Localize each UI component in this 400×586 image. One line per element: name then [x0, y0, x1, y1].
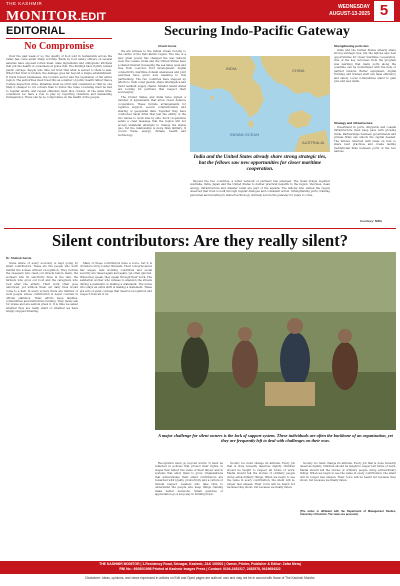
workers-photo-graphic — [155, 252, 396, 430]
logo-section: .EDIT — [77, 10, 106, 23]
newspaper-logo — [6, 2, 106, 24]
second-col-4-text: Society too must change its attitude. Every job that is done honestly deserves dignity. Children should be taught to respect all forms of work. Media should tell the stories of ordinary people doing extraordinary things. When we begin to see the value in every contribution, the silent will no longer feel unseen. Their voice will be heard not because they shout, but because we finally listen. — [227, 462, 295, 490]
second-col-2-text: Many of these contributors have a voice, but it is drowned out by louder interests. Their concerns about fair wages, safe working conditions and social security are raised again and again, yet often ignored. When they speak, they speak through their work. The sanitation worker who refuses to abandon the streets during a pandemic is making a statement. The nurse who stays an extra shift is making a statement. These are acts of quiet courage that deserve recognition and respect from all of us. — [80, 262, 152, 297]
svg-text:INDIA: INDIA — [226, 66, 237, 71]
main-headline: Securing Indo-Pacific Gateway — [164, 24, 350, 39]
main-col-3-text: Beyond the two countries, a wider network of partners has emerged. The Quad brings together Australia, India, Japan and the United States to deliver practical benefits to the region. Vaccines, clean energy, infrastructure and disaster relief are part of the agenda. The fellows who visited the region observed that trust is built through regular dialogue and consistent action. Strengthening ports, training personnel and investing in shared technology will help secure the gateway for years to come. — [190, 180, 330, 197]
logo-top-text: THE KASHMIR — [6, 1, 43, 6]
second-byline: Dr. Shabab Samia — [6, 256, 32, 260]
main-byline: Chanti Hema — [158, 44, 177, 48]
main-subhead-1: Strengthening ports ties — [334, 44, 369, 48]
map-image — [190, 56, 330, 152]
issue-date — [329, 4, 370, 18]
footer-publisher: THE KASHMIR MONITOR | 1-Residency Road, Srinagar, Kashmir, J&K 190001 | Owner, Printer, Publisher & Editor: Zafar Meraj — [99, 562, 301, 566]
issue-date-text: AUGUST-13-2025 — [329, 11, 370, 17]
main-col-4a-text: India and the United States already share strong strategic ties, but the fellows saw new opportunities for closer maritime cooperation. One of the key outcomes from the program was learning that many ports along the coastline can be modernised with the help of partner nations. Better equipment, digital tracking and trained staff can raise efficiency and safety. Local communities stand to gain jobs and new skills. — [334, 49, 396, 84]
workers-photo — [155, 252, 396, 430]
main-col-1 — [118, 50, 186, 225]
editorial-title: No Compromise — [24, 41, 94, 52]
footer — [0, 561, 400, 574]
second-col-5-text: Society too must change its attitude. Every job that is done honestly deserves dignity. Children should be taught to respect all forms of work. Media should tell the stories of ordinary people doing extraordinary things. When we begin to see the value in every contribution, the silent will no longer feel unseen. Their voice will be heard not because they shout, but because we finally listen. — [300, 462, 396, 483]
main-col-4a — [334, 49, 396, 119]
main-col-4b-text: Investment in ports, shipyards and coastal infrastructure must keep pace with growing trade. Partnerships between governments and private firms can unlock the capital needed. The fellows returned with ideas on how to share best practices and create lasting institutional links between ports of the two nations. — [334, 126, 396, 154]
second-col-5 — [300, 462, 396, 508]
editorial-paragraph: Over the past week or so, the quality of food sold in restaurants across the valley has come under sharp scrutiny. Raids by food safety officers on several eateries have exposed rotten meat, stale ingredients and unhygienic kitchens that put the health of consumers at grave risk. The findings have rightly caused public outrage. People who dine out trust that what is served to them is safe. When that trust is broken, the damage goes far beyond a single establishment. It hurts honest businesses, the tourism sector and the reputation of the entire region. The authorities must treat this as a matter of public health rather than a routine inspection drive. Penalties must be strict and consistent so that no one finds it cheaper to cut corners than to follow the rules. Licensing must be tied to regular audits, and repeat offenders must face closure. At the same time, consumers too have a role to play by reporting violations and demanding transparency. There can be no compromise on the health of the people. — [6, 55, 112, 100]
main-col-2-text: The United States and India have signed a number of agreements that allow closer defence cooperation. These include arrangements for logistics support, secure communication and sharing of geospatial data. Together they have conducted naval drills that test the ability of the two navies to work side by side. Such cooperation sends a clear message that the region will not accept unilateral attempts to change the status quo. Yet the relationship is more than military. It covers trade, energy, climate, health and technology. — [118, 95, 186, 137]
second-col-3 — [155, 462, 223, 558]
main-col-1-text: We are witness to the Indian Ocean moving to the centre of the Indo-Pacific region. The rise of a new great power has changed the way nations view the oceans. India and the United States have a shared interest in keeping the sea lanes open and free from coercion. Port development, digital connectivity, maritime domain awareness and joint exercises have given new meaning to this partnership. The two countries have stepped up efforts to train coast guards, share intelligence and build resilient supply chains. Smaller island states are looking for partners that respect their sovereignty. — [118, 50, 186, 95]
footer-disclaimer: Disclaimer: Ideas, opinions, and views expressed in articles on Edit and Oped pages are authors' own and may not be in accord with those of The Kashmir Monitor — [85, 576, 315, 580]
second-col-2 — [80, 262, 152, 558]
section-divider — [4, 228, 396, 229]
masthead — [0, 0, 400, 22]
main-pull-quote: India and the United States already share strong strategic ties, but the fellows saw new opportunities for closer maritime cooperation. — [193, 154, 327, 173]
second-col-3-text: Recognition must go beyond words. It must be reflected in policies that protect their rights, in wages that reflect the value of their labour and in systems that allow them to grow. Organisations that acknowledge their silent contributors are rewarded with loyalty, productivity and a culture of mutual respect. Leaders who take time to understand the people who keep things running make better decisions. Small gestures of appreciation go a long way in building trust. — [155, 462, 223, 497]
main-col-4b — [334, 126, 396, 216]
svg-text:CHINA: CHINA — [292, 68, 305, 73]
indo-pacific-map-graphic — [190, 56, 330, 152]
main-credit: Courtesy: NIDA — [360, 219, 383, 223]
writer-disclaimer: (The writer is affiliated with the Department of Management Studies, University of Kashmir. The views are personal.) — [300, 510, 396, 517]
editorial-body — [6, 55, 112, 225]
second-col-1 — [6, 262, 78, 558]
main-col-3 — [190, 180, 330, 225]
second-col-1-text: Some share of every economy is kept going by silent contributors. These are the people who work behind the scenes without recognition. They include the sweepers who clean our streets before dawn, the workers who fix electricity lines in the rain, the farmers who grow our food and the caregivers who look after the elderly. Their work often goes unnoticed, yet without them our daily lives would come to a halt. In every society there are millions of such people whose contribution is never counted in official statistics. Their efforts keep families, communities and institutions running. They rarely ask for praise and are seldom given it. It is time we asked whether they are really silent or whether we have simply stopped listening. — [6, 262, 78, 314]
logo-name: MONITOR — [6, 8, 78, 24]
footer-contact: RNI No.: 69260/1998 Printed at Kashmir Images Press | Contact: 0194-2452317, 2452578, 9419654322 — [119, 567, 281, 571]
svg-text:AUSTRALIA: AUSTRALIA — [302, 140, 325, 145]
second-photo-caption: A major challenge for silent owners is the lack of support system. These individuals are often the backbone of an organization, yet they are frequently left to deal with challenges on their own. — [158, 433, 393, 444]
second-headline: Silent contributors: Are they really silent? — [52, 231, 348, 250]
editorial-label: EDITORIAL — [6, 25, 112, 39]
page-number: 5 — [374, 1, 394, 21]
main-subhead-2: Strategy and infrastructure — [334, 121, 373, 125]
svg-text:INDIAN OCEAN: INDIAN OCEAN — [230, 132, 259, 137]
issue-day: WEDNESDAY — [337, 4, 370, 10]
second-col-4 — [227, 462, 295, 558]
